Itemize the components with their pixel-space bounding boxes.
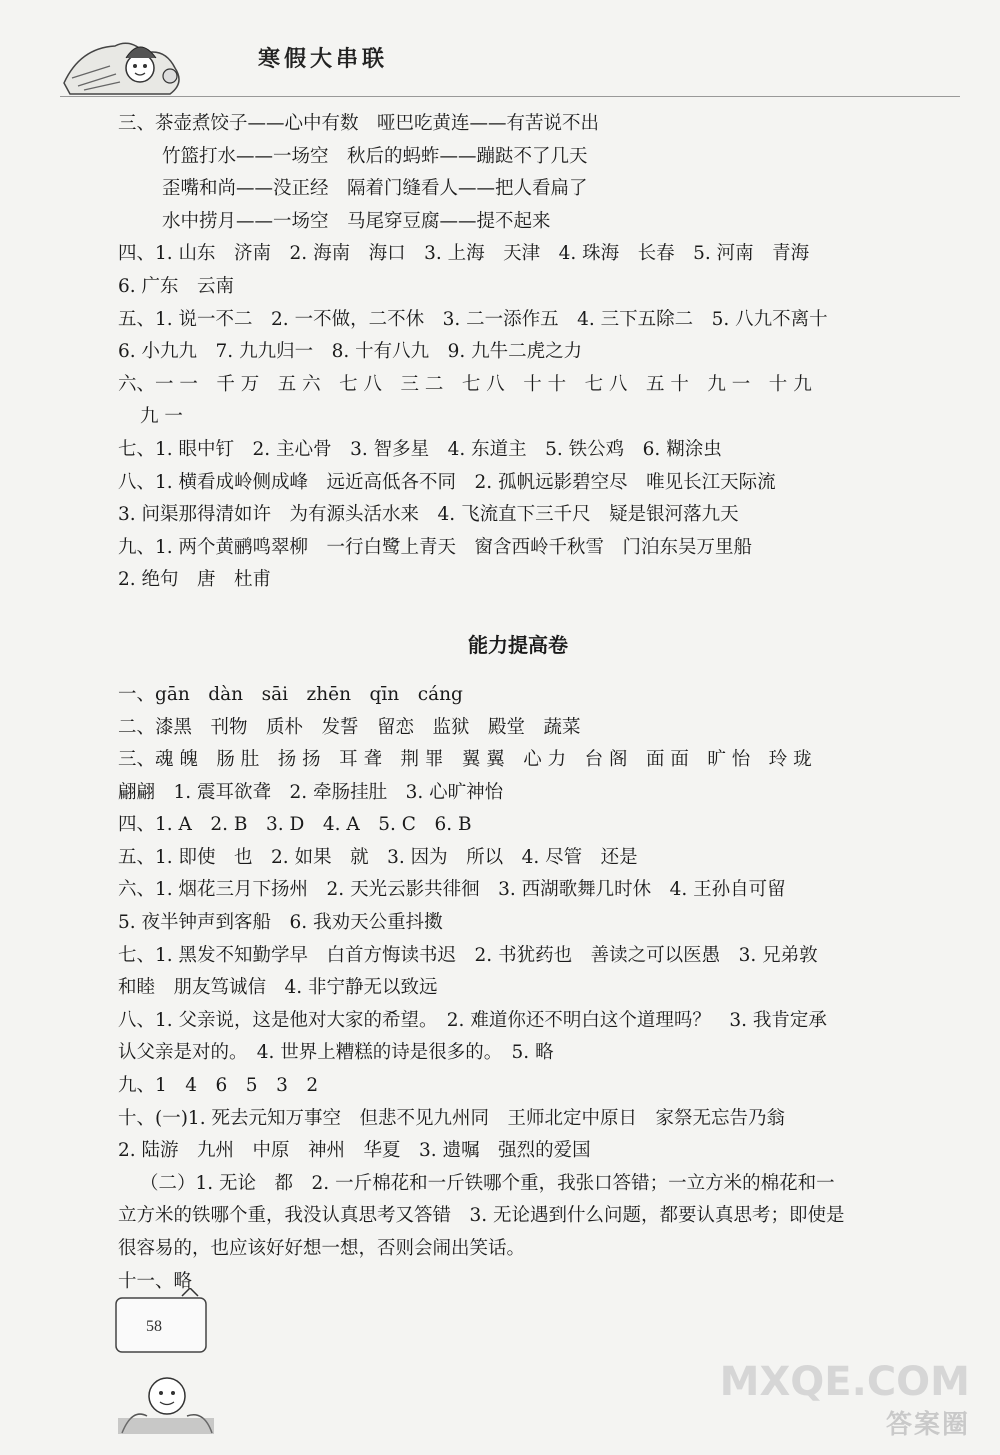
- answer-line: 竹篮打水——一场空 秋后的蚂蚱——蹦跶不了几天: [162, 145, 588, 167]
- answer-line: 九 一: [140, 406, 183, 428]
- answer-line: 五、1. 即使 也 2. 如果 就 3. 因为 所以 4. 尽管 还是: [118, 846, 638, 868]
- answer-line: 和睦 朋友笃诚信 4. 非宁静无以致远: [118, 977, 438, 999]
- answer-line: 立方米的铁哪个重，我没认真思考又答错 3. 无论遇到什么问题，都要认真思考；即使是: [118, 1205, 845, 1227]
- answer-line: 七、1. 眼中钉 2. 主心骨 3. 智多星 4. 东道主 5. 铁公鸡 6. 糊涂虫: [118, 438, 722, 460]
- answer-line: 八、1. 横看成岭侧成峰 远近高低各不同 2. 孤帆远影碧空尽 唯见长江天际流: [118, 471, 776, 493]
- answer-line: 歪嘴和尚——没正经 隔着门缝看人——把人看扁了: [162, 178, 588, 200]
- answer-line: 六、一 一 千 万 五 六 七 八 三 二 七 八 十 十 七 八 五 十 九 一 十 九: [118, 373, 812, 395]
- answer-line: 四、1. A 2. B 3. D 4. A 5. C 6. B: [118, 814, 472, 836]
- answer-line: 六、1. 烟花三月下扬州 2. 天光云影共徘徊 3. 西湖歌舞几时休 4. 王孙自可留: [118, 879, 786, 901]
- answer-line: 三、茶壶煮饺子——心中有数 哑巴吃黄连——有苦说不出: [118, 113, 600, 134]
- header-divider: [60, 96, 960, 97]
- answer-line: 九、1 4 6 5 3 2: [118, 1075, 319, 1097]
- watermark-brand: 答案圈: [885, 1410, 970, 1440]
- page-number: 58: [146, 1318, 162, 1335]
- answer-line: 一、gān dàn sāi zhēn qīn cáng: [118, 683, 463, 705]
- footer-illustration-icon: [112, 1288, 222, 1438]
- watermark-url: MXQE.COM: [719, 1359, 970, 1405]
- answer-line: 五、1. 说一不二 2. 一不做，二不休 3. 二一添作五 4. 三下五除二 5. 八九不离十: [118, 308, 828, 330]
- answer-line: （二）1. 无论 都 2. 一斤棉花和一斤铁哪个重，我张口答错；一立方米的棉花和一: [140, 1172, 835, 1194]
- watermark: [719, 1359, 988, 1449]
- answer-line: 九、1. 两个黄鹂鸣翠柳 一行白鹭上青天 窗含西岭千秋雪 门泊东吴万里船: [118, 536, 753, 558]
- answer-line: 很容易的，也应该好好想一想，否则会闹出笑话。: [118, 1238, 526, 1259]
- answer-line: 2. 绝句 唐 杜甫: [118, 569, 272, 591]
- answer-line: 七、1. 黑发不知勤学早 白首方悔读书迟 2. 书犹药也 善读之可以医愚 3. 兄弟敦: [118, 944, 818, 966]
- basic-answers: [118, 108, 918, 597]
- advanced-answers: [118, 679, 918, 1298]
- answer-line: 3. 问渠那得清如许 为有源头活水来 4. 飞流直下三千尺 疑是银河落九天: [118, 504, 739, 526]
- answer-line: 二、漆黑 刊物 质朴 发誓 留恋 监狱 殿堂 蔬菜: [118, 716, 581, 738]
- answer-line: 八、1. 父亲说，这是他对大家的希望。 2. 难道你还不明白这个道理吗？ 3. 我肯定承: [118, 1009, 827, 1031]
- answer-line: 水中捞月——一场空 马尾穿豆腐——提不起来: [162, 210, 551, 232]
- answer-content: [118, 108, 918, 1298]
- answer-line: 四、1. 山东 济南 2. 海南 海口 3. 上海 天津 4. 珠海 长春 5. 河南 青海: [118, 243, 810, 265]
- section-title: 能力提高卷: [468, 632, 568, 657]
- answer-line: 十、(一)1. 死去元知万事空 但悲不见九州同 王师北定中原日 家祭无忘告乃翁: [118, 1107, 785, 1129]
- answer-line: 6. 广东 云南: [118, 275, 235, 297]
- answer-line: 翩翩 1. 震耳欲聋 2. 牵肠挂肚 3. 心旷神怡: [118, 781, 504, 803]
- answer-line: 2. 陆游 九州 中原 神州 华夏 3. 遗嘱 强烈的爱国: [118, 1140, 591, 1162]
- child-illustration-icon: [60, 28, 190, 98]
- answer-line: 5. 夜半钟声到客船 6. 我劝天公重抖擞: [118, 912, 443, 934]
- answer-line: 认父亲是对的。 4. 世界上糟糕的诗是很多的。 5. 略: [118, 1042, 554, 1064]
- book-title: 寒假大串联: [258, 46, 389, 72]
- page-header: [60, 28, 960, 98]
- answer-line: 三、魂 魄 肠 肚 扬 扬 耳 聋 荆 罪 翼 翼 心 力 台 阁 面 面 旷 怡 玲 珑: [118, 749, 812, 771]
- answer-line: 6. 小九九 7. 九九归一 8. 十有八九 9. 九牛二虎之力: [118, 341, 583, 363]
- answer-line: 十一、略: [118, 1270, 193, 1292]
